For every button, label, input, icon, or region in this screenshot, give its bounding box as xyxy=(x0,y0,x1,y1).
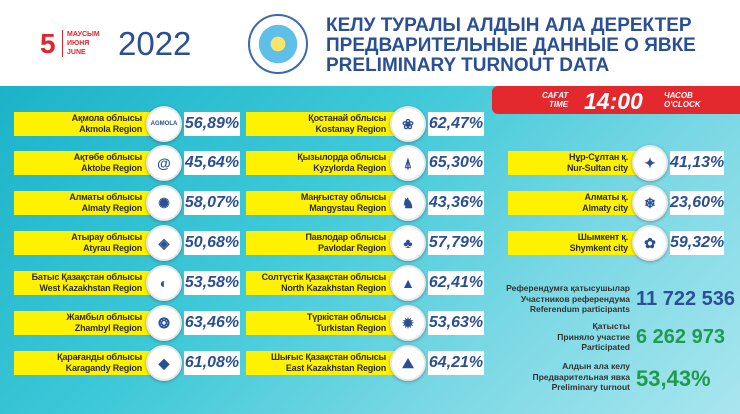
region-name-en: Pavlodar Region xyxy=(317,243,386,253)
region-emblem-icon xyxy=(146,106,182,142)
emblem-glyph: ❄ xyxy=(644,194,656,211)
time-label-right xyxy=(664,91,701,109)
region-emblem-icon xyxy=(390,185,426,221)
region-name xyxy=(14,191,164,215)
region-row xyxy=(14,104,240,144)
stat-label-ru: Приняло участие xyxy=(557,331,630,342)
region-name xyxy=(508,151,650,175)
stat-label-kz: Алдын ала келу xyxy=(562,361,630,371)
turnout-percent: 63,46% xyxy=(184,311,240,335)
turnout-percent: 61,08% xyxy=(184,351,240,375)
region-emblem-icon xyxy=(390,106,426,142)
region-name-kz: Маңғыстау облысы xyxy=(300,192,386,202)
region-name-kz: Шығыс Қазақстан облысы xyxy=(270,352,386,362)
turnout-percent: 53,63% xyxy=(428,311,484,335)
region-emblem-icon xyxy=(632,225,668,261)
turnout-percent: 65,30% xyxy=(428,151,484,175)
emblem-glyph: ❀ xyxy=(402,115,414,132)
turnout-percent: 62,47% xyxy=(428,112,484,136)
region-name-kz: Нұр-Сұлтан қ. xyxy=(569,152,628,162)
region-name-en: Nur-Sultan city xyxy=(566,163,628,173)
region-row xyxy=(14,303,240,343)
emblem-glyph: ✺ xyxy=(158,194,170,211)
month-kz: МАУСЫМ xyxy=(67,31,100,38)
emblem-glyph: ✦ xyxy=(644,154,656,171)
turnout-percent: 23,60% xyxy=(670,191,724,215)
page-title xyxy=(326,16,696,76)
region-name xyxy=(14,231,164,255)
time-label-oclock: O'CLOCK xyxy=(664,100,701,109)
region-name xyxy=(246,191,408,215)
date-month xyxy=(62,30,100,57)
region-row xyxy=(508,223,724,263)
turnout-percent: 41,13% xyxy=(670,151,724,175)
region-name-en: Karagandy Region xyxy=(65,363,142,373)
region-name-kz: Алматы облысы xyxy=(69,192,142,202)
region-name-en: West Kazakhstan Region xyxy=(39,283,142,293)
region-emblem-icon xyxy=(390,225,426,261)
stat-label-en: Participated xyxy=(581,342,630,352)
region-emblem-icon xyxy=(146,265,182,301)
title-ru: ПРЕДВАРИТЕЛЬНЫЕ ДАННЫЕ О ЯВКЕ xyxy=(326,35,696,56)
emblem-glyph: ⍋ xyxy=(403,154,413,171)
region-name-kz: Атырау облысы xyxy=(71,232,142,242)
election-commission-seal-icon xyxy=(248,14,308,74)
stat-label-kz: Референдумға қатысушылар xyxy=(506,283,630,293)
title-kz: КЕЛУ ТУРАЛЫ АЛДЫН АЛА ДЕРЕКТЕР xyxy=(326,15,692,36)
region-row xyxy=(246,263,484,303)
region-name xyxy=(14,271,164,295)
time-value: 14:00 xyxy=(584,88,643,114)
turnout-percent: 43,36% xyxy=(428,191,484,215)
region-name xyxy=(246,311,408,335)
region-name-kz: Қызылорда облысы xyxy=(297,152,386,162)
region-name xyxy=(14,112,164,136)
stat-label-kz: Қатысты xyxy=(592,321,630,331)
region-name xyxy=(246,151,408,175)
emblem-glyph: ✿ xyxy=(644,234,656,251)
stat-value: 11 722 536 xyxy=(636,288,735,310)
region-name-en: Shymkent city xyxy=(569,243,628,253)
turnout-percent: 59,32% xyxy=(670,231,724,255)
stat-label-ru: Предварительная явка xyxy=(532,371,630,382)
turnout-percent: 56,89% xyxy=(184,112,240,136)
turnout-percent: 50,68% xyxy=(184,231,240,255)
region-emblem-icon xyxy=(146,145,182,181)
region-name xyxy=(14,351,164,375)
region-emblem-icon xyxy=(146,305,182,341)
emblem-glyph: ❂ xyxy=(158,314,170,331)
time-label-en: TIME xyxy=(549,100,569,109)
emblem-glyph: AGMOLA xyxy=(150,121,178,127)
region-row xyxy=(508,143,724,183)
date-year: 2022 xyxy=(118,25,192,62)
stat-label-en: Referendum participants xyxy=(529,304,630,314)
region-row xyxy=(14,343,240,383)
region-name-en: Turkistan Region xyxy=(316,323,386,333)
region-name xyxy=(508,191,650,215)
region-emblem-icon xyxy=(632,145,668,181)
region-name xyxy=(14,311,164,335)
region-row xyxy=(508,183,724,223)
stat-label-en: Preliminary turnout xyxy=(551,382,630,392)
region-name-en: Kyzylorda Region xyxy=(313,163,386,173)
region-emblem-icon xyxy=(146,225,182,261)
region-row xyxy=(14,143,240,183)
region-row xyxy=(14,223,240,263)
stat-label xyxy=(490,283,630,315)
time-label-ru: ЧАСОВ xyxy=(664,91,693,100)
time-label-kz: САҒАТ xyxy=(542,91,569,100)
emblem-glyph: ♞ xyxy=(401,194,415,211)
month-ru: ИЮНЯ xyxy=(67,40,90,47)
region-name-en: Almaty Region xyxy=(81,203,142,213)
region-name-en: Almaty city xyxy=(582,203,628,213)
region-row xyxy=(246,143,484,183)
stat-value: 6 262 973 xyxy=(636,326,725,348)
stat-label-ru: Участников референдума xyxy=(520,293,630,304)
region-name-en: Aktobe Region xyxy=(81,163,142,173)
turnout-percent: 64,21% xyxy=(428,351,484,375)
header xyxy=(0,0,740,86)
stat-label xyxy=(490,321,630,353)
region-name-kz: Түркістан облысы xyxy=(306,312,386,322)
region-name-en: North Kazakhstan Region xyxy=(281,283,386,293)
region-name-kz: Жамбыл облысы xyxy=(66,312,142,322)
region-name-kz: Қарағанды облысы xyxy=(57,352,142,362)
turnout-percent: 57,79% xyxy=(428,231,484,255)
region-name-en: East Kazakhstan Region xyxy=(285,363,386,373)
region-row xyxy=(14,263,240,303)
region-row xyxy=(246,104,484,144)
emblem-glyph: @ xyxy=(157,155,171,171)
date-day: 5 xyxy=(40,28,56,59)
region-name xyxy=(14,151,164,175)
region-name-en: Zhambyl Region xyxy=(74,323,142,333)
turnout-percent: 58,07% xyxy=(184,191,240,215)
emblem-glyph: ◆ xyxy=(158,354,170,371)
region-row xyxy=(246,343,484,383)
region-emblem-icon xyxy=(390,265,426,301)
region-name xyxy=(508,231,650,255)
region-name-kz: Шымкент қ. xyxy=(577,232,628,242)
stat-value: 53,43% xyxy=(636,366,711,391)
region-name xyxy=(246,112,408,136)
region-emblem-icon xyxy=(390,305,426,341)
region-name-en: Atyrau Region xyxy=(83,243,142,253)
emblem-glyph: ◐ xyxy=(159,275,169,291)
region-emblem-icon xyxy=(146,185,182,221)
region-name-en: Kostanay Region xyxy=(315,124,386,134)
title-en: PRELIMINARY TURNOUT DATA xyxy=(326,55,610,76)
region-name-en: Akmola Region xyxy=(79,124,142,134)
emblem-glyph: ▲ xyxy=(401,275,415,291)
turnout-percent: 53,58% xyxy=(184,271,240,295)
region-name-kz: Павлодар облысы xyxy=(305,232,386,242)
region-row xyxy=(246,223,484,263)
region-name-kz: Қостанай облысы xyxy=(308,113,386,123)
stat-label xyxy=(490,361,630,393)
region-name-kz: Алматы қ. xyxy=(584,192,628,202)
region-name xyxy=(246,351,408,375)
region-name xyxy=(246,271,408,295)
region-emblem-icon xyxy=(632,185,668,221)
time-badge xyxy=(492,86,740,114)
emblem-glyph: ✹ xyxy=(402,314,414,331)
region-emblem-icon xyxy=(146,345,182,381)
region-emblem-icon xyxy=(390,145,426,181)
region-name-kz: Солтүстік Қазақстан облысы xyxy=(261,272,386,282)
region-row xyxy=(246,303,484,343)
turnout-percent: 62,41% xyxy=(428,271,484,295)
region-name-kz: Ақтөбе облысы xyxy=(73,152,142,162)
region-name-en: Mangystau Region xyxy=(309,203,386,213)
region-row xyxy=(246,183,484,223)
time-label-left xyxy=(542,91,568,109)
region-name-kz: Батыс Қазақстан облысы xyxy=(31,272,142,282)
emblem-glyph: ♣ xyxy=(403,235,413,251)
region-name xyxy=(246,231,408,255)
emblem-glyph: ⛰ xyxy=(402,354,414,371)
region-name-kz: Ақмола облысы xyxy=(71,113,142,123)
emblem-glyph: ◈ xyxy=(158,234,170,251)
region-emblem-icon xyxy=(390,345,426,381)
turnout-percent: 45,64% xyxy=(184,151,240,175)
month-en: JUNE xyxy=(67,49,86,56)
region-row xyxy=(14,183,240,223)
